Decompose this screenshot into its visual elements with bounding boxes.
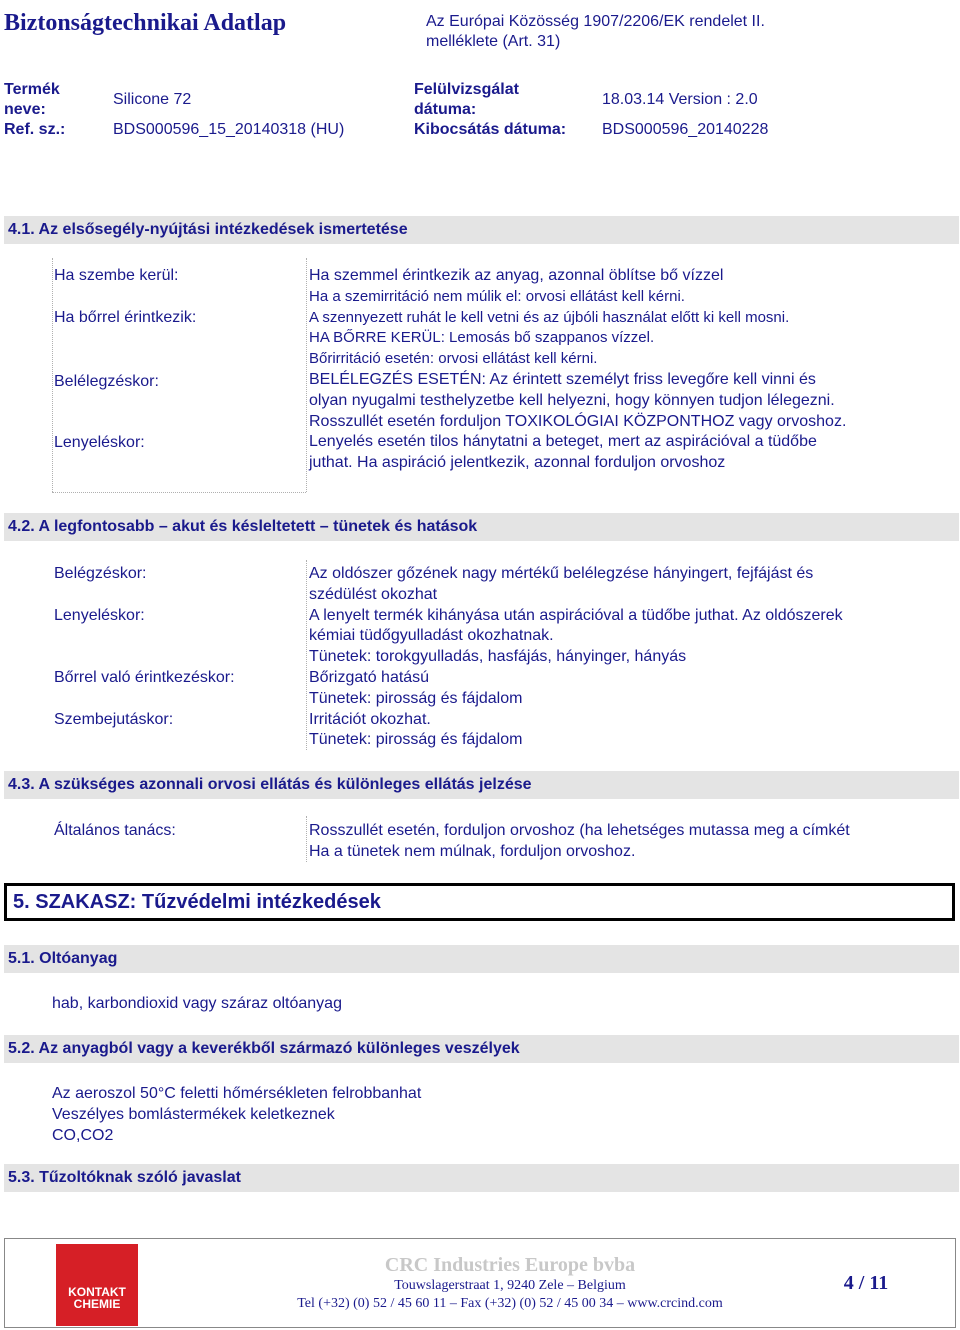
product-name: Silicone 72	[113, 91, 192, 108]
issue-date-label: Kibocsátás dátuma:	[414, 121, 567, 138]
extinguishing-media-text: hab, karbondioxid vagy száraz oltóanyag	[52, 995, 342, 1012]
text-line: Tünetek: pirosság és fájdalom	[309, 689, 523, 707]
symptoms-text	[309, 564, 843, 751]
page-number: 4 / 11	[843, 1272, 889, 1294]
kontakt-chemie-logo: KONTAKT CHEMIE	[56, 1244, 138, 1326]
section-5-2-heading: 5.2. Az anyagból vagy a keverékből származó különleges veszélyek	[4, 1035, 959, 1063]
divider	[306, 258, 307, 492]
section-5-1-heading: 5.1. Oltóanyag	[4, 945, 959, 973]
special-hazards-text	[52, 1084, 421, 1146]
label-skin-contact: Bőrrel való érintkezéskor:	[54, 669, 235, 686]
text-line: Rosszullét esetén, forduljon orvoshoz (ha lehetséges mutassa meg a címkét	[309, 822, 850, 839]
company-contact: Tel (+32) (0) 52 / 45 60 11 – Fax (+32) (0) 52 / 45 00 34 – www.crcind.com	[297, 1296, 723, 1311]
product-name-label: Termék neve:	[4, 81, 60, 118]
general-advice-text	[309, 821, 850, 863]
text-line: Az aeroszol 50°C feletti hőmérsékleten felrobbanhat	[52, 1085, 422, 1102]
company-address: Touwslagerstraat 1, 9240 Zele – Belgium	[394, 1278, 626, 1293]
issue-date-value: BDS000596_20140228	[602, 121, 769, 138]
text-line: Tünetek: torokgyulladás, hasfájás, hányinger, hányás	[309, 648, 687, 666]
text-line: Irritációt okozhat.	[309, 710, 431, 728]
section-5-heading: 5. SZAKASZ: Tűzvédelmi intézkedések	[4, 883, 955, 921]
section-4-2-heading: 4.2. A legfontosabb – akut és késleltetett – tünetek és hatások	[4, 513, 959, 541]
regulation-line: melléklete (Art. 31)	[426, 33, 561, 50]
document-title: Biztonságtechnikai Adatlap	[4, 10, 287, 36]
section-4-3-heading: 4.3. A szükséges azonnali orvosi ellátás és különleges ellátás jelzése	[4, 771, 959, 799]
text-line: szédülést okozhat	[309, 585, 438, 603]
section-4-1-heading: 4.1. Az elsősegély-nyújtási intézkedések ismertetése	[4, 216, 959, 244]
text-line: A lenyelt termék kihányása után aspirációval a tüdőbe juthat. Az oldószerek	[309, 606, 843, 624]
label-ingestion: Lenyeléskor:	[54, 434, 145, 451]
text-line: Ha a szemirritáció nem múlik el: orvosi ellátást kell kérni.	[309, 287, 685, 305]
revision-date-value: 18.03.14 Version : 2.0	[602, 91, 758, 108]
text-line: Az oldószer gőzének nagy mértékű belélegzése hányingert, fejfájást és	[309, 565, 814, 582]
revision-date-label: Felülvizsgálat dátuma:	[414, 81, 519, 118]
text-line: Ha szemmel érintkezik az anyag, azonnal öblítse bő vízzel	[309, 267, 724, 284]
divider	[52, 492, 306, 493]
text-line: kémiai tüdőgyulladást okozhatnak.	[309, 627, 554, 645]
label-eye-contact: Ha szembe kerül:	[54, 267, 179, 284]
label-inhalation: Belégzéskor:	[54, 565, 147, 582]
label-ingestion: Lenyeléskor:	[54, 607, 145, 624]
text-line: juthat. Ha aspiráció jelentkezik, azonnal forduljon orvoshoz	[309, 454, 726, 472]
ref-value: BDS000596_15_20140318 (HU)	[113, 121, 345, 138]
text-line: CO,CO2	[52, 1126, 114, 1144]
text-line: A szennyezett ruhát le kell vetni és az újbóli használat előtt ki kell mosni.	[309, 308, 790, 326]
label-general-advice: Általános tanács:	[54, 822, 176, 839]
label-skin-contact: Ha bőrrel érintkezik:	[54, 309, 197, 326]
label-eye-contact: Szembejutáskor:	[54, 711, 174, 728]
text-line: Bőrirritáció esetén: orvosi ellátást kell kérni.	[309, 350, 598, 368]
ref-label: Ref. sz.:	[4, 121, 66, 138]
text-line: Bőrizgató hatású	[309, 668, 430, 686]
company-name: CRC Industries Europe bvba	[384, 1254, 636, 1276]
divider	[52, 258, 53, 492]
first-aid-measures-text	[309, 266, 846, 474]
divider	[306, 816, 307, 862]
text-line: Lenyelés esetén tilos hánytatni a beteget, mert az aspirációval a tüdőbe	[309, 433, 817, 451]
text-line: Veszélyes bomlástermékek keletkeznek	[52, 1105, 335, 1123]
text-line: Tünetek: pirosság és fájdalom	[309, 731, 523, 749]
regulation-line: Az Európai Közösség 1907/2206/EK rendelet II.	[426, 13, 765, 30]
divider	[306, 560, 307, 750]
text-line: Ha a tünetek nem múlnak, forduljon orvoshoz.	[309, 842, 636, 860]
section-5-3-heading: 5.3. Tűzoltóknak szóló javaslat	[4, 1164, 959, 1192]
text-line: Rosszullét esetén forduljon TOXIKOLÓGIAI KÖZPONTHOZ vagy orvoshoz.	[309, 412, 847, 430]
text-line: olyan nyugalmi testhelyzetbe kell helyezni, hogy könnyen tudjon lélegezni.	[309, 391, 835, 409]
label-inhalation: Belélegzéskor:	[54, 373, 159, 390]
regulation-reference	[426, 12, 846, 52]
text-line: HA BŐRRE KERÜL: Lemosás bő szappanos vízzel.	[309, 329, 655, 347]
text-line: BELÉLEGZÉS ESETÉN: Az érintett személyt friss levegőre kell vinni és	[309, 370, 816, 388]
